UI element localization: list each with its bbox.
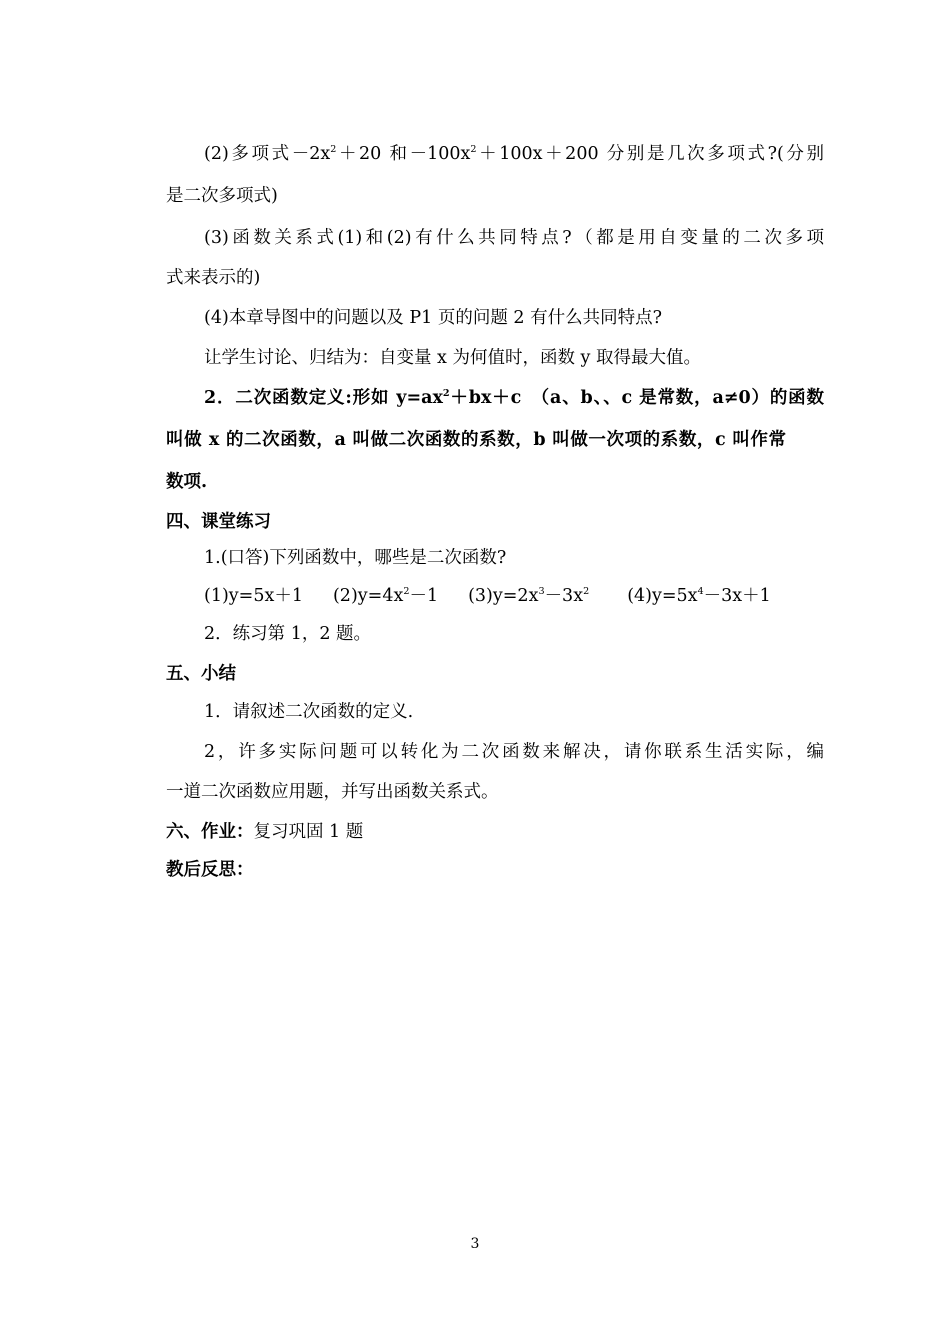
exponent: 2 xyxy=(442,387,450,399)
question-3-line2: 式来表示的) xyxy=(166,268,261,288)
option-2-tail: －1 xyxy=(409,586,439,606)
q2-pre: (2)多项式－2x xyxy=(204,144,331,164)
q2-mid2: ＋100x＋200 分别是几次多项式?(分别 xyxy=(476,144,825,164)
exponent: 3 xyxy=(538,585,545,597)
option-4-tail: －3x＋1 xyxy=(703,586,771,606)
definition-line1 xyxy=(204,386,824,410)
exponent: 2 xyxy=(330,143,337,155)
option-2 xyxy=(333,586,438,606)
definition-mid: ＋bx＋c （a、b、、c 是常数，a≠0）的函数 xyxy=(449,388,824,408)
exponent: 4 xyxy=(697,585,704,597)
homework-label: 六、作业： xyxy=(166,822,254,842)
exponent: 2 xyxy=(403,585,410,597)
discussion-text: 让学生讨论、归结为：自变量 x 为何值时，函数 y 取得最大值。 xyxy=(204,348,702,368)
question-2-line1 xyxy=(204,142,824,166)
definition-line2: 叫做 x 的二次函数，a 叫做二次函数的系数，b 叫做一次项的系数，c 叫作常 xyxy=(166,430,786,450)
question-4: (4)本章导图中的问题以及 P1 页的问题 2 有什么共同特点? xyxy=(204,308,662,328)
exercise-2: 2．练习第 1，2 题。 xyxy=(204,624,372,644)
option-4-base: (4)y=5x xyxy=(627,586,698,606)
reflection-heading: 教后反思： xyxy=(166,860,254,880)
option-4 xyxy=(627,586,771,606)
question-3-line1: (3)函数关系式(1)和(2)有什么共同特点?（都是用自变量的二次多项 xyxy=(204,228,824,248)
homework-text: 复习巩固 1 题 xyxy=(253,822,364,842)
page-number: 3 xyxy=(470,1236,480,1252)
option-1: (1)y=5x＋1 xyxy=(204,586,303,606)
exponent: 2 xyxy=(583,585,590,597)
summary-2-line2: 一道二次函数应用题，并写出函数关系式。 xyxy=(166,782,499,802)
definition-line3: 数项. xyxy=(166,472,208,492)
exponent: 2 xyxy=(470,143,477,155)
section-5-heading: 五、小结 xyxy=(166,664,236,684)
exercise-options xyxy=(204,584,824,608)
section-4-heading: 四、课堂练习 xyxy=(166,512,271,532)
option-3 xyxy=(468,586,589,606)
homework-line xyxy=(166,820,786,844)
exercise-1: 1.(口答)下列函数中，哪些是二次函数? xyxy=(204,548,507,568)
summary-1: 1．请叙述二次函数的定义. xyxy=(204,702,414,722)
definition-pre: 2．二次函数定义:形如 y=ax xyxy=(204,388,443,408)
option-3-mid: －3x xyxy=(544,586,584,606)
option-2-base: (2)y=4x xyxy=(332,586,404,606)
summary-2-line1: 2，许多实际问题可以转化为二次函数来解决，请你联系生活实际，编 xyxy=(204,742,824,762)
question-2-line2: 是二次多项式) xyxy=(166,186,278,206)
option-3-base: (3)y=2x xyxy=(468,586,539,606)
q2-mid1: ＋20 和－100x xyxy=(336,144,471,164)
